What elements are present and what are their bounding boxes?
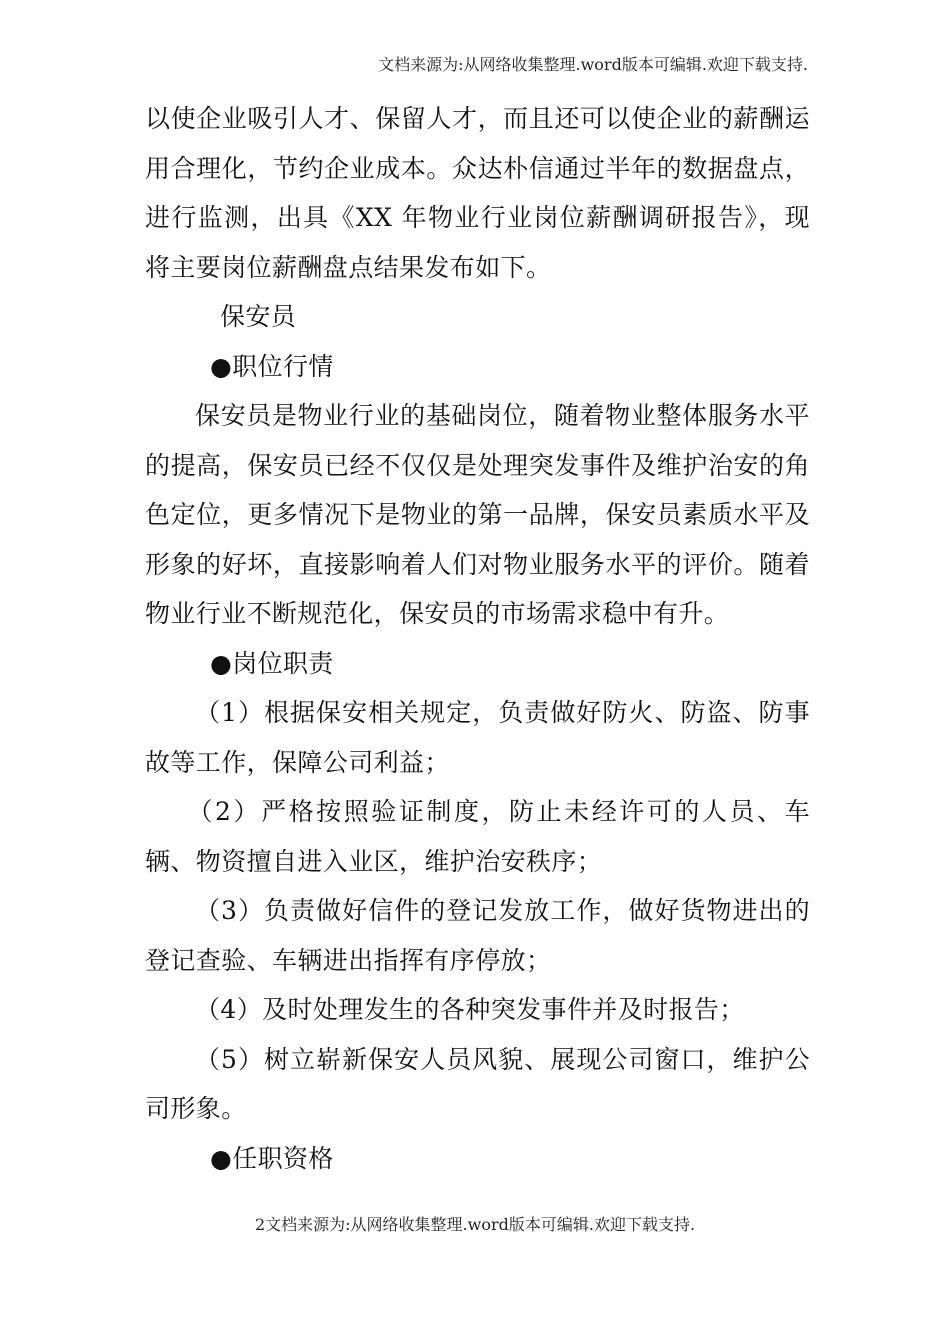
document-body — [145, 94, 810, 1183]
heading-job-duties: ●岗位职责 — [210, 648, 334, 678]
page-number: 2 — [254, 1215, 266, 1234]
duty-item: （3）负责做好信件的登记发放工作，做好货物进出的登记查验、车辆进出指挥有序停放； — [145, 896, 810, 975]
page-footer — [0, 1212, 950, 1235]
duty-item: （2）严格按照验证制度，防止未经许可的人员、车辆、物资擅自进入业区，维护治安秩序； — [145, 797, 810, 876]
heading-job-market: ●职位行情 — [210, 351, 334, 381]
intro-paragraph: 以使企业吸引人才、保留人才，而且还可以使企业的薪酬运用合理化，节约企业成本。众达朴信通过半年的数据盘点，进行监测，出具《XX 年物业行业岗位薪酬调研报告》，现将主要岗位薪酬盘点结果发布如下。 — [145, 104, 810, 282]
duty-item: （1）根据保安相关规定，负责做好防火、防盗、防事故等工作，保障公司利益； — [145, 698, 810, 777]
section-title: 保安员 — [220, 302, 297, 331]
footer-text: 文档来源为:从网络收集整理.word版本可编辑.欢迎下载支持. — [265, 1215, 696, 1234]
duty-item: （5）树立崭新保安人员风貌、展现公司窗口，维护公司形象。 — [145, 1044, 810, 1123]
job-market-paragraph: 保安员是物业行业的基础岗位，随着物业整体服务水平的提高，保安员已经不仅仅是处理突发事件及维护治安的角色定位，更多情况下是物业的第一品牌，保安员素质水平及形象的好坏，直接影响着人们对物业服务水平的评价。随着物业行业不断规范化，保安员的市场需求稳中有升。 — [145, 401, 810, 628]
heading-qualifications: ●任职资格 — [210, 1143, 334, 1173]
page-header: 文档来源为:从网络收集整理.word版本可编辑.欢迎下载支持. — [378, 55, 808, 74]
duty-item: （4）及时处理发生的各种突发事件并及时报告； — [195, 995, 745, 1024]
